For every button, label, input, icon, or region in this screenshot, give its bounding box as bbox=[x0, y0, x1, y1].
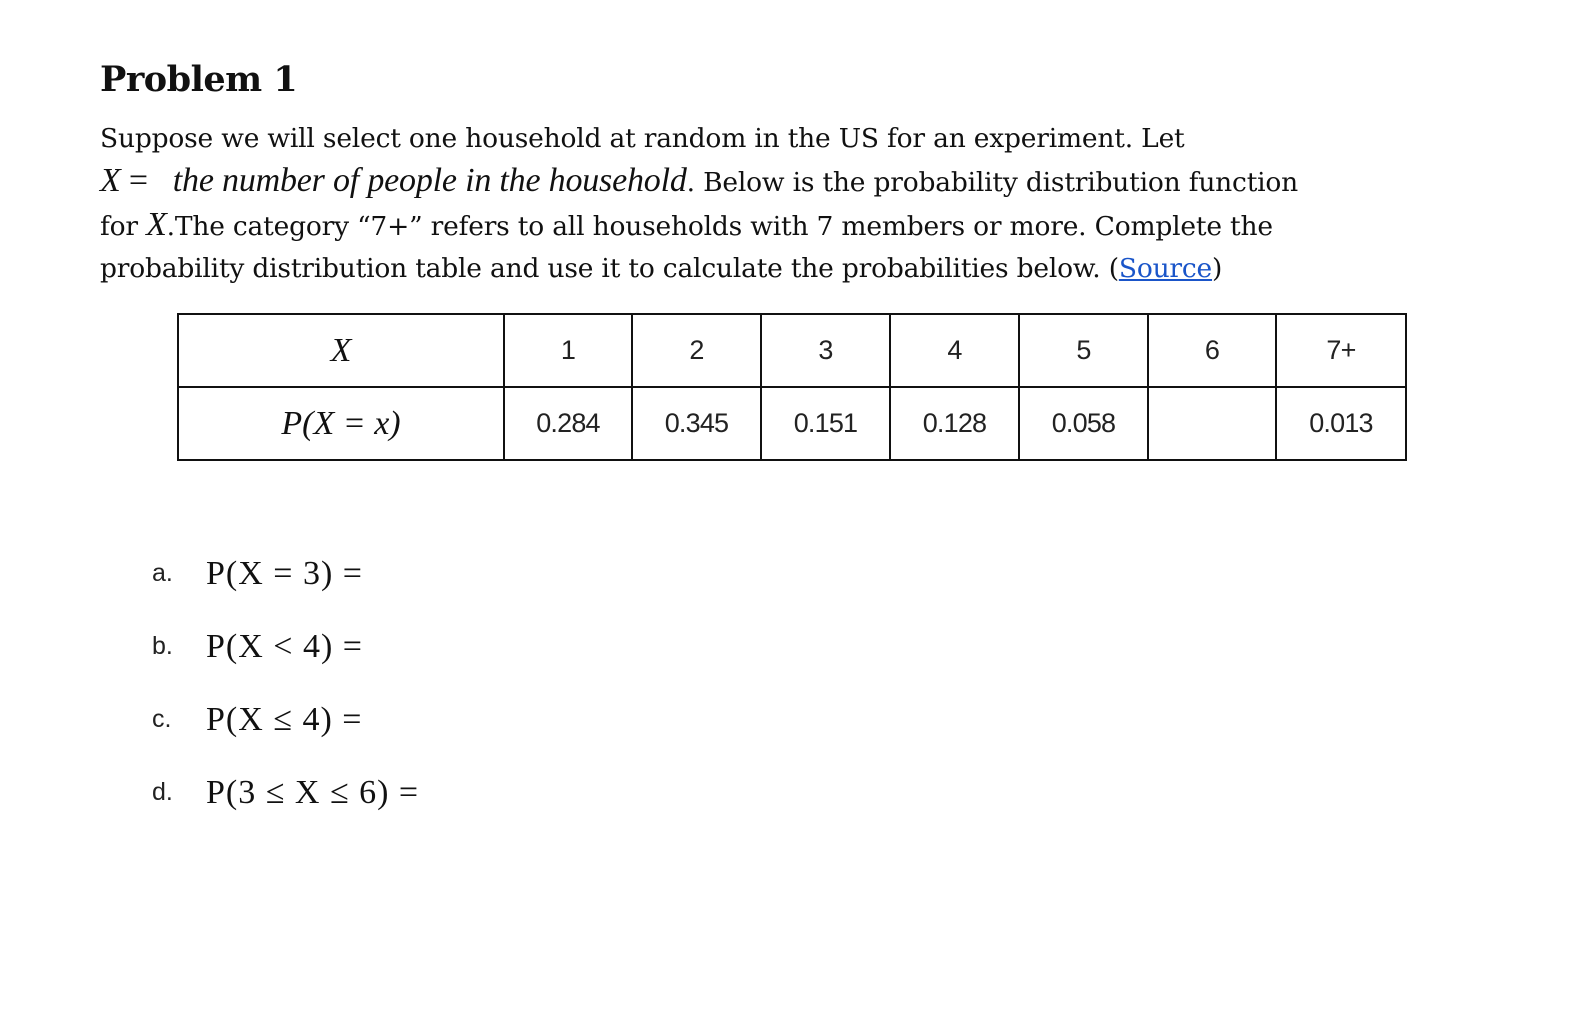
probability-cell: 0.151 bbox=[761, 387, 890, 460]
question-letter: a. bbox=[152, 559, 173, 587]
probability-cell-blank[interactable] bbox=[1148, 387, 1276, 460]
variable-x: X bbox=[100, 162, 121, 199]
question-item bbox=[152, 537, 419, 610]
question-letter: c. bbox=[152, 705, 172, 733]
variable-x-inline: X bbox=[146, 206, 167, 243]
question-expression: P(3 ≤ X ≤ 6) = bbox=[206, 773, 420, 811]
equals-sign: = bbox=[128, 162, 148, 199]
intro-line-3-rest: .The category “7+” refers to all households with 7 members or more. Complete the bbox=[166, 211, 1273, 242]
probability-distribution-table bbox=[177, 313, 1407, 461]
probability-cell: 0.284 bbox=[504, 387, 632, 460]
intro-line-2 bbox=[100, 160, 1500, 204]
question-expression: P(X = 3) = bbox=[206, 554, 363, 592]
intro-line-3 bbox=[100, 204, 1500, 248]
x-value-cell: 4 bbox=[890, 314, 1019, 387]
definition-period: . bbox=[686, 167, 695, 198]
intro-line-1: Suppose we will select one household at random in the US for an experiment. Let bbox=[100, 123, 1185, 154]
source-link[interactable]: Source bbox=[1118, 253, 1213, 284]
x-header-cell: X bbox=[178, 314, 504, 387]
variable-definition: the number of people in the household bbox=[172, 162, 687, 199]
probability-header-cell: P(X = x) bbox=[178, 387, 504, 460]
probability-cell: 0.128 bbox=[890, 387, 1019, 460]
probability-row bbox=[178, 387, 1406, 460]
probability-cell: 0.058 bbox=[1019, 387, 1148, 460]
question-letter: b. bbox=[152, 632, 173, 660]
problem-intro bbox=[100, 118, 1500, 290]
x-value-cell: 2 bbox=[632, 314, 761, 387]
for-word: for bbox=[100, 211, 147, 242]
intro-line-2-rest: Below is the probability distribution function bbox=[694, 167, 1299, 198]
intro-line-4 bbox=[100, 248, 1500, 290]
question-list bbox=[152, 537, 419, 829]
close-paren: ) bbox=[1212, 253, 1223, 284]
question-letter: d. bbox=[152, 778, 173, 806]
x-value-cell: 7+ bbox=[1276, 314, 1406, 387]
x-value-cell: 1 bbox=[504, 314, 632, 387]
problem-title: Problem 1 bbox=[100, 59, 298, 100]
x-value-cell: 6 bbox=[1148, 314, 1276, 387]
x-value-cell: 5 bbox=[1019, 314, 1148, 387]
question-item bbox=[152, 683, 419, 756]
probability-cell: 0.345 bbox=[632, 387, 761, 460]
x-values-row bbox=[178, 314, 1406, 387]
question-item bbox=[152, 756, 419, 829]
probability-cell: 0.013 bbox=[1276, 387, 1406, 460]
question-item bbox=[152, 610, 419, 683]
question-expression: P(X < 4) = bbox=[206, 627, 363, 665]
intro-line-4-text: probability distribution table and use it to calculate the probabilities below. ( bbox=[100, 253, 1119, 284]
question-expression: P(X ≤ 4) = bbox=[206, 700, 363, 738]
x-value-cell: 3 bbox=[761, 314, 890, 387]
